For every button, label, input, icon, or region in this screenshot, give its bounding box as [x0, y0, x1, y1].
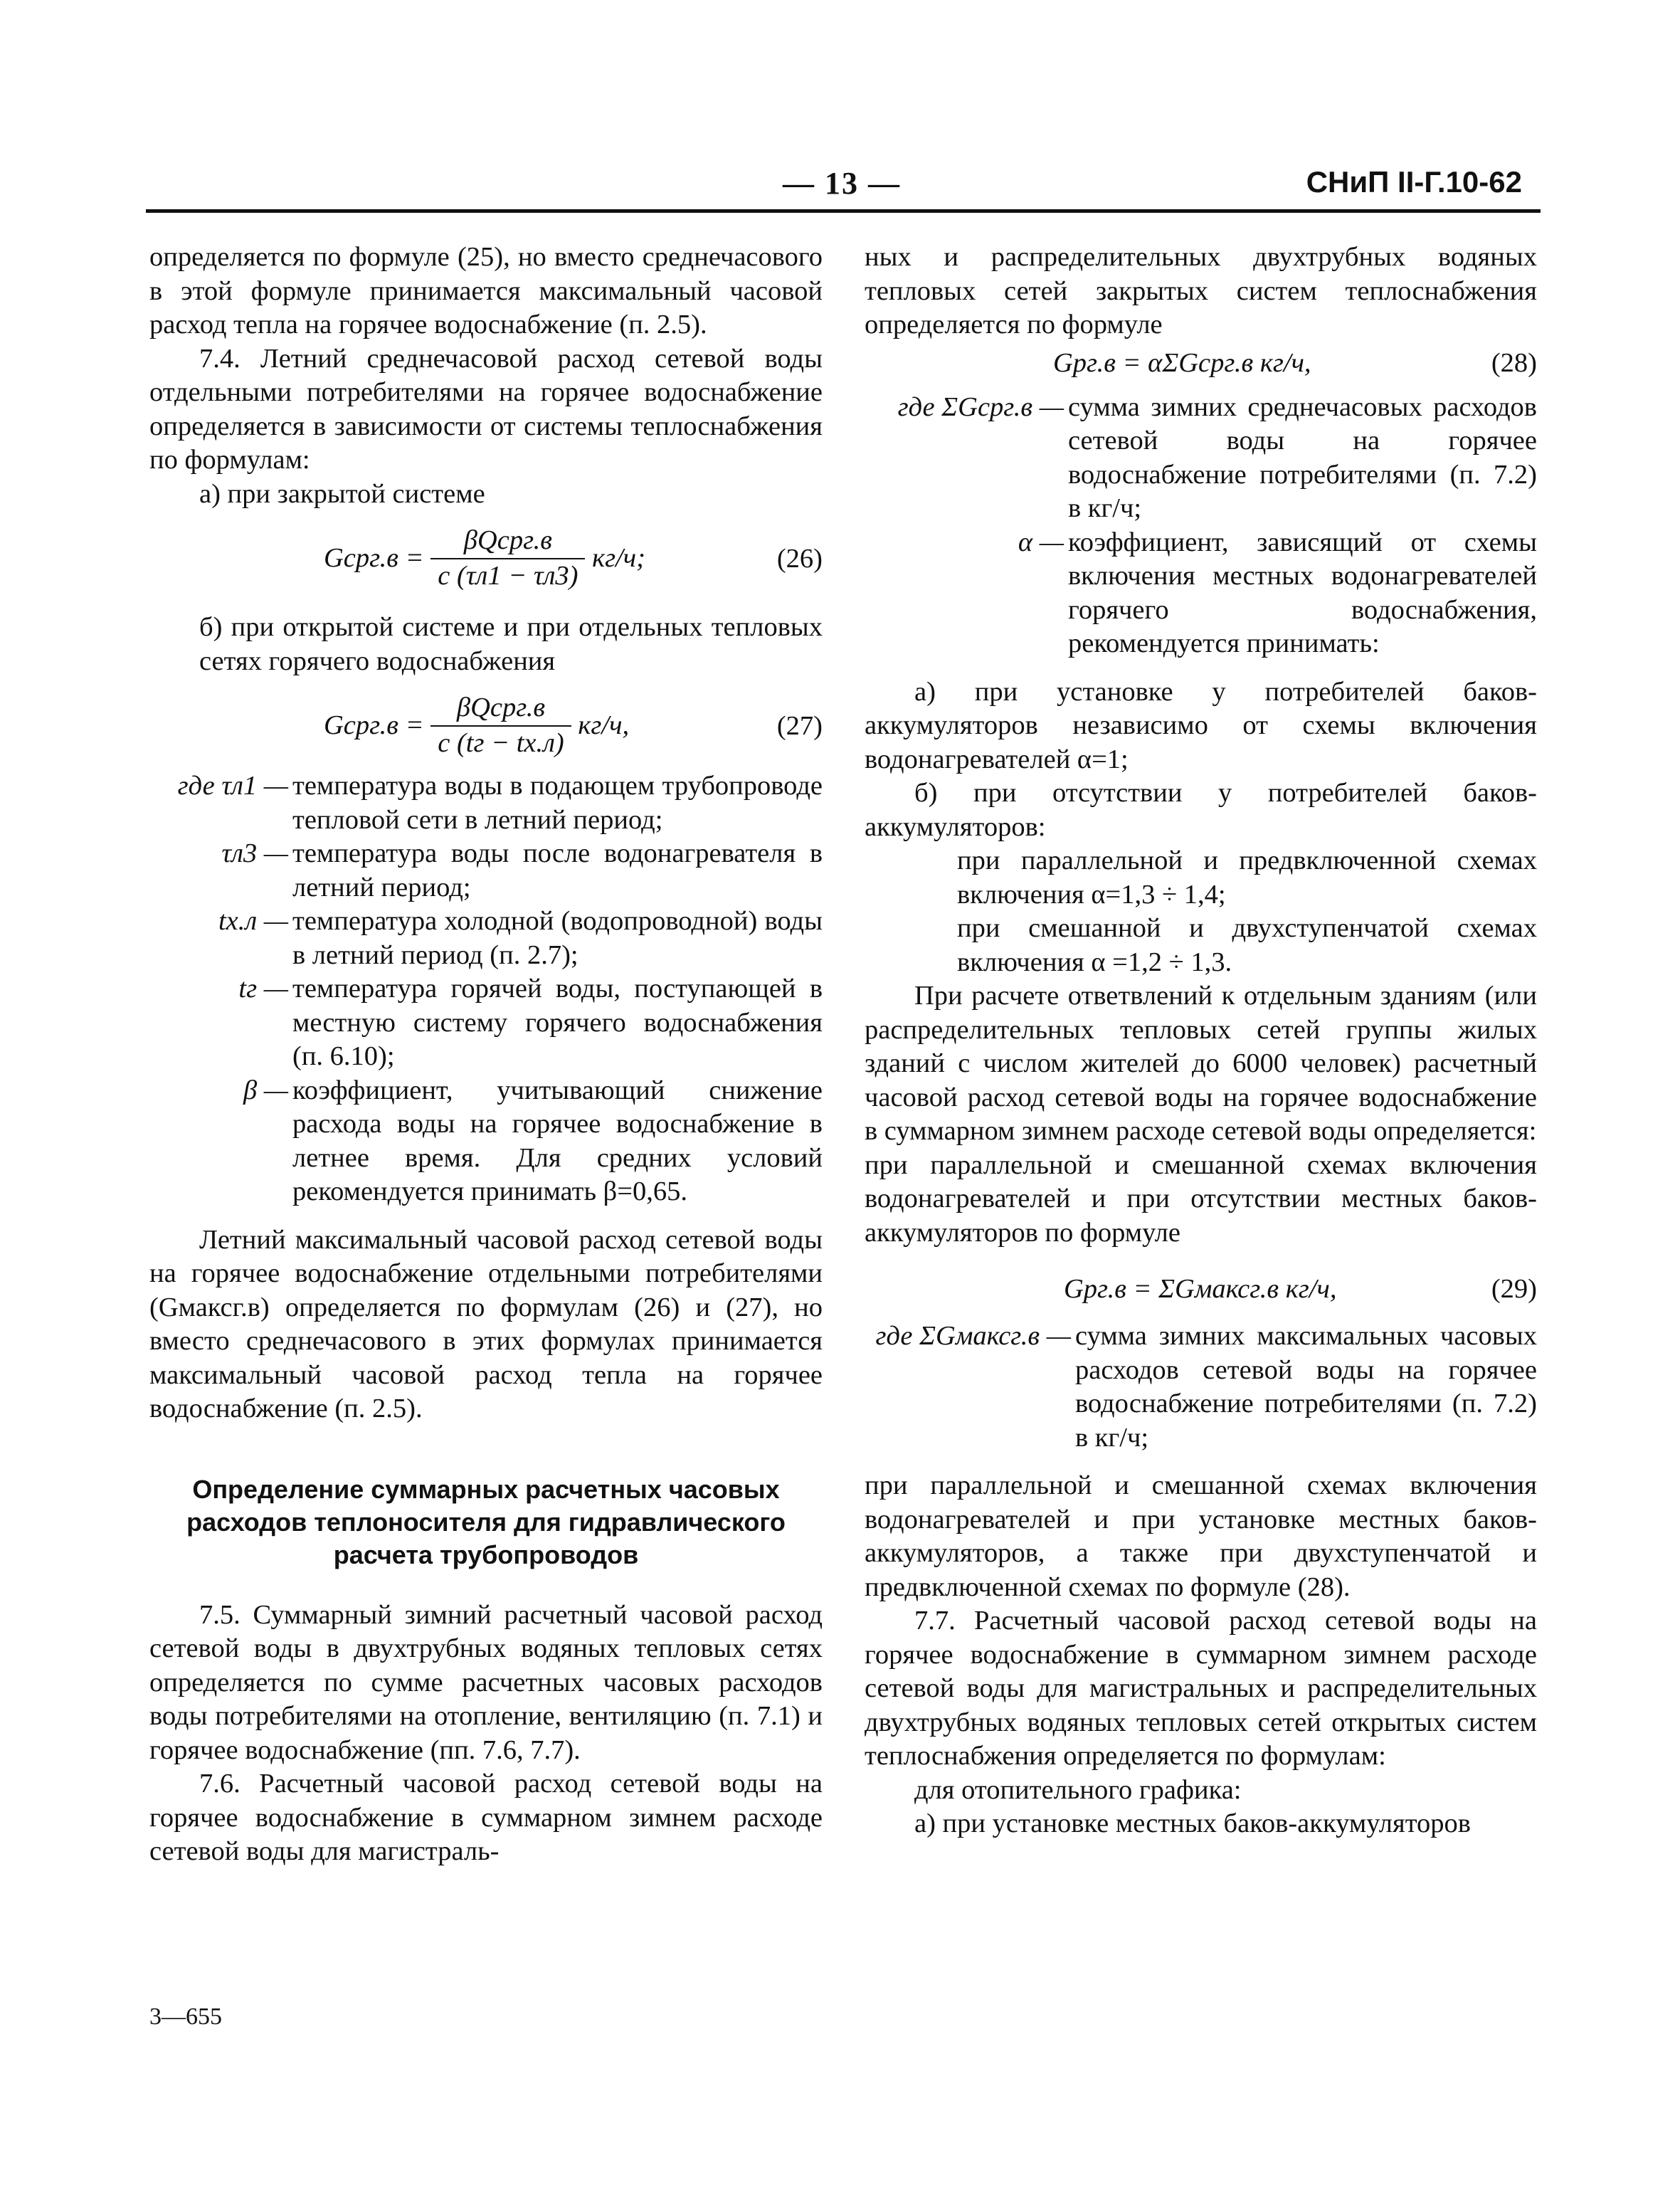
paragraph-with-storage: а) при установке у потребителей баков-аккумуляторов независимо от схемы включения водонагревателей α=1;: [865, 676, 1537, 774]
formula-28: [865, 347, 1537, 386]
formula-unit: кг/ч;: [592, 542, 645, 573]
paragraph-mixed: при смешанной и двухступенчатой схемах включения α =1,2 ÷ 1,3.: [957, 913, 1537, 977]
paragraph-7-7: 7.7. Расчетный часовой расход сетевой воды на горячее водоснабжение в суммарном зимнем расходе сетевой воды для магистральных и распределительных двухтрубных водяных тепловых сетей открытых систем теплоснабжения определяется по формулам:: [865, 1606, 1537, 1771]
paragraph-7-5: 7.5. Суммарный зимний расчетный часовой расход сетевой воды в двухтрубных водяных тепловых сетях определяется по сумме расчетных часовых расходов воды потребителями на отопление, вентиляцию (п. 7.1) и горячее водоснабжение (пп. 7.6, 7.7).: [149, 1599, 823, 1765]
symbol-definitions: [865, 391, 1537, 661]
right-column: [865, 241, 1537, 1841]
formula-numerator: βQсрг.в: [430, 524, 585, 559]
formula-27: [149, 691, 823, 762]
formula-number: (28): [1491, 347, 1537, 378]
formula-lhs: Gсрг.в =: [324, 710, 424, 740]
definition-symbol: α —: [1018, 527, 1064, 557]
definition-text: температура воды в подающем трубопроводе тепловой сети в летний период;: [292, 771, 823, 835]
formula-fraction: [430, 524, 585, 593]
definition-text: температура горячей воды, поступающей в местную систему горячего водоснабжения (п. 6.10);: [292, 974, 823, 1071]
definition-symbol: β —: [243, 1075, 288, 1105]
paragraph-summer-max: Летний максимальный часовой расход сетевой воды на горячее водоснабжение отдельными потребителями (Gмаксг.в) определяется по формулам (26) и (27), но вместо среднечасового в этих формулах принимается максимальный часовой расход тепла на горячее водоснабжение (п. 2.5).: [149, 1224, 823, 1423]
formula-expression: Gрг.в = ΣGмаксг.в кг/ч,: [1064, 1274, 1337, 1304]
paragraph-closed-system: а) при закрытой системе: [199, 478, 485, 509]
formula-number: (29): [1491, 1274, 1537, 1304]
paragraph: ных и распределительных двухтрубных водяных тепловых сетей закрытых систем теплоснабжения определяется по формуле: [865, 242, 1537, 339]
left-column: [149, 241, 823, 1869]
paragraph-formula-29-intro: при параллельной и смешанной схемах включения водонагревателей и при отсутствии местных баков-аккумуляторов по формуле: [865, 1149, 1537, 1248]
footer-code: 3—655: [149, 2004, 222, 2030]
definition-symbol: где ΣGмаксг.в —: [875, 1321, 1071, 1351]
paragraph-open-system: б) при открытой системе и при отдельных тепловых сетях горячего водоснабжения: [199, 612, 823, 676]
formula-number: (26): [776, 544, 823, 574]
document-code: СНиП II-Г.10-62: [1306, 165, 1522, 199]
formula-lhs: Gсрг.в =: [324, 542, 424, 573]
formula-26: [149, 524, 823, 595]
paragraph: определяется по формуле (25), но вместо среднечасового в этой формуле принимается максимальный часовой расход тепла на горячее водоснабжение (п. 2.5).: [149, 242, 823, 339]
header-rule: [146, 209, 1541, 213]
paragraph-branches: При расчете ответвлений к отдельным зданиям (или распределительных тепловых сетей группы жилых зданий с числом жителей до 6000 человек) расчетный часовой расход сетевой воды на горячее водоснабжение в суммарном зимнем расходе сетевой воды определяется:: [865, 981, 1537, 1146]
definition-symbol: где τл1 —: [177, 771, 288, 801]
paragraph-without-storage: б) при отсутствии у потребителей баков-аккумуляторов:: [865, 778, 1537, 842]
formula-numerator: βQсрг.в: [430, 691, 571, 727]
definition-text: температура воды после водонагревателя в летний период;: [292, 838, 823, 902]
paragraph-local-storage: а) при установке местных баков-аккумуляторов: [914, 1808, 1471, 1838]
formula-fraction: [430, 691, 571, 760]
formula-expression: Gрг.в = αΣGсрг.в кг/ч,: [1053, 347, 1311, 378]
section-heading: Определение суммарных расчетных часовых расходов теплоносителя для гидравлического расчета трубопроводов: [186, 1474, 786, 1569]
definition-symbol: где ΣGсрг.в —: [897, 391, 1064, 422]
paragraph-7-6: 7.6. Расчетный часовой расход сетевой воды на горячее водоснабжение в суммарном зимнем расходе сетевой воды для магистраль-: [149, 1769, 823, 1866]
symbol-definitions: [149, 769, 823, 1209]
formula-29: [865, 1273, 1537, 1312]
symbol-definitions: [865, 1320, 1537, 1455]
page-number: — 13 —: [783, 166, 901, 201]
definition-text: сумма зимних максимальных часовых расходов сетевой воды на горячее водоснабжение потребителями (п. 7.2) в кг/ч;: [1075, 1321, 1537, 1453]
definition-symbol: tг —: [238, 974, 288, 1004]
paragraph-7-4: 7.4. Летний среднечасовой расход сетевой воды отдельными потребителями на горячее водоснабжение определяется в зависимости от системы теплоснабжения по формулам:: [149, 343, 823, 475]
definition-symbol: tх.л —: [218, 906, 288, 936]
definition-text: коэффициент, зависящий от схемы включения местных водонагревателей горячего водоснабжения, рекомендуется принимать:: [1068, 527, 1537, 658]
paragraph-heating-schedule: для отопительного графика:: [914, 1774, 1242, 1805]
formula-unit: кг/ч,: [578, 710, 630, 740]
formula-denominator: c (τл1 − τл3): [438, 560, 579, 591]
formula-denominator: c (tг − tх.л): [438, 727, 564, 758]
spacer: [149, 1209, 823, 1223]
paragraph-formula-28-ref: при параллельной и смешанной схемах включения водонагревателей и при установке местных баков-аккумуляторов, а также при двухступенчатой и предвключенной схемах по формуле (28).: [865, 1470, 1537, 1602]
paragraph-parallel: при параллельной и предвключенной схемах включения α=1,3 ÷ 1,4;: [957, 846, 1537, 910]
definition-text: сумма зимних среднечасовых расходов сетевой воды на горячее водоснабжение потребителями (п. 7.2) в кг/ч;: [1068, 391, 1537, 523]
definition-symbol: τл3 —: [221, 838, 288, 868]
spacer: [865, 661, 1537, 675]
definition-text: температура холодной (водопроводной) воды в летний период (п. 2.7);: [292, 906, 823, 970]
spacer: [865, 1455, 1537, 1469]
definition-text: коэффициент, учитывающий снижение расхода воды на горячее водоснабжение в летнее время. Для средних условий рекомендуется принимать β=0,65.: [292, 1075, 823, 1206]
formula-number: (27): [776, 711, 823, 741]
